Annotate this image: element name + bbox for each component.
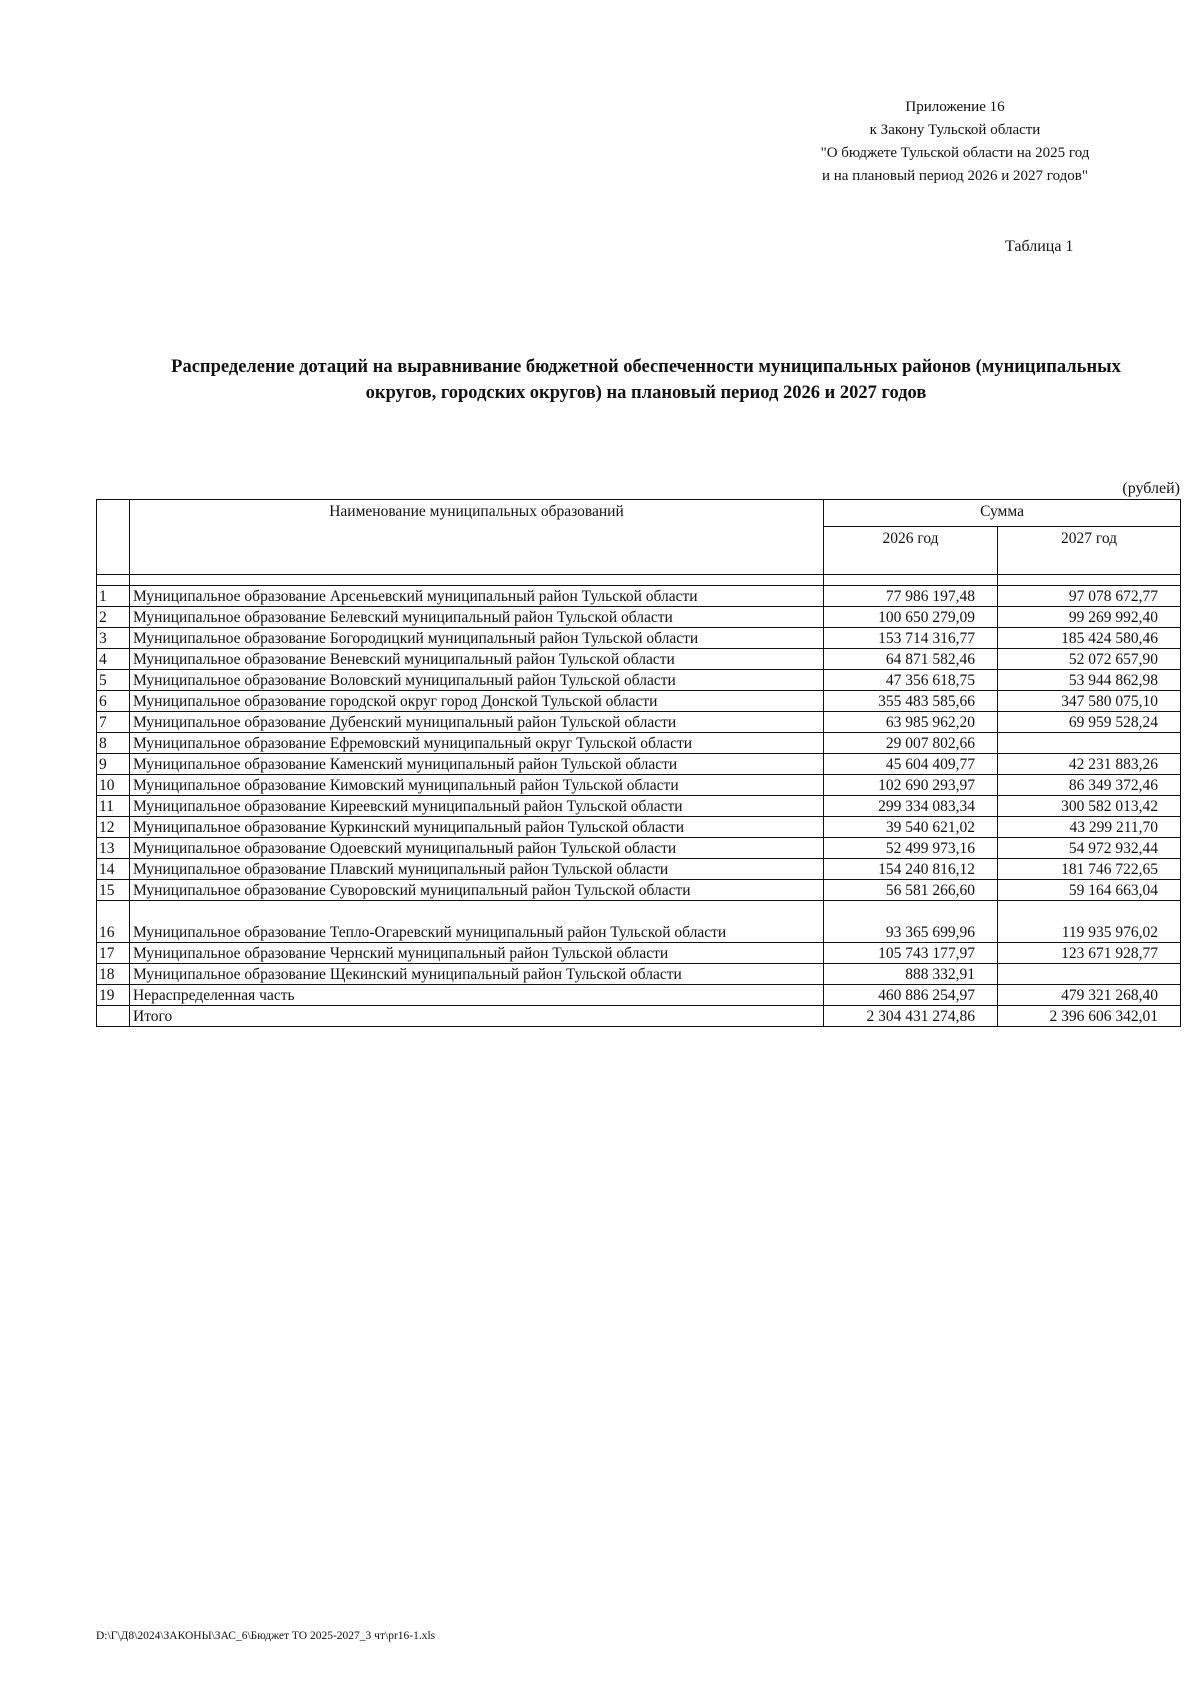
row-amount-2027: 54 972 932,44 — [998, 838, 1181, 859]
appendix-line-2: к Закону Тульской области — [869, 122, 1041, 138]
total-row — [97, 1006, 1181, 1027]
row-amount-2026: 154 240 816,12 — [824, 859, 998, 880]
spacer-cell — [998, 575, 1181, 586]
table-row — [97, 733, 1181, 754]
row-name: Муниципальное образование Веневский муниципальный район Тульской области — [130, 649, 824, 670]
table-body — [97, 575, 1181, 1027]
table-row — [97, 964, 1181, 985]
table-row — [97, 712, 1181, 733]
table-row — [97, 943, 1181, 964]
row-amount-2027: 42 231 883,26 — [998, 754, 1181, 775]
row-amount-2026: 52 499 973,16 — [824, 838, 998, 859]
table-spacer-row — [97, 575, 1181, 586]
header-name: Наименование муниципальных образований — [130, 500, 824, 575]
row-amount-2027: 97 078 672,77 — [998, 586, 1181, 607]
row-amount-2026: 100 650 279,09 — [824, 607, 998, 628]
table-label: Таблица 1 — [1005, 238, 1074, 255]
row-amount-2026: 460 886 254,97 — [824, 985, 998, 1006]
row-amount-2027 — [998, 964, 1181, 985]
row-amount-2026: 93 365 699,96 — [824, 901, 998, 943]
document-title-line-1: Распределение дотаций на выравнивание бюджетной обеспеченности муниципальных районов (муниципальных — [171, 357, 1121, 377]
appendix-header — [780, 96, 1130, 188]
row-name: Муниципальное образование Киреевский муниципальный район Тульской области — [130, 796, 824, 817]
row-name: Муниципальное образование Богородицкий муниципальный район Тульской области — [130, 628, 824, 649]
row-number: 13 — [97, 838, 130, 859]
row-amount-2027: 52 072 657,90 — [998, 649, 1181, 670]
row-amount-2026: 29 007 802,66 — [824, 733, 998, 754]
table-row — [97, 985, 1181, 1006]
total-number — [97, 1006, 130, 1027]
row-name: Муниципальное образование Тепло-Огаревский муниципальный район Тульской области — [130, 901, 824, 943]
row-number: 2 — [97, 607, 130, 628]
row-name: Муниципальное образование Ефремовский муниципальный округ Тульской области — [130, 733, 824, 754]
row-name: Муниципальное образование Кимовский муниципальный район Тульской области — [130, 775, 824, 796]
row-amount-2026: 77 986 197,48 — [824, 586, 998, 607]
row-name: Муниципальное образование Каменский муниципальный район Тульской области — [130, 754, 824, 775]
header-number-cell — [97, 500, 130, 575]
footer-file-path: D:\Г\Д8\2024\ЗАКОНЫ\ЗАС_6\Бюджет ТО 2025-2027_3 чт\pr16-1.xls — [96, 1630, 436, 1642]
row-number: 16 — [97, 901, 130, 943]
row-amount-2027: 185 424 580,46 — [998, 628, 1181, 649]
total-amount-2026: 2 304 431 274,86 — [824, 1006, 998, 1027]
total-amount-2027: 2 396 606 342,01 — [998, 1006, 1181, 1027]
document-title-line-2: округов, городских округов) на плановый период 2026 и 2027 годов — [365, 383, 927, 403]
row-amount-2027: 53 944 862,98 — [998, 670, 1181, 691]
row-number: 1 — [97, 586, 130, 607]
row-name: Нераспределенная часть — [130, 985, 824, 1006]
row-number: 7 — [97, 712, 130, 733]
table-row — [97, 586, 1181, 607]
row-amount-2027: 181 746 722,65 — [998, 859, 1181, 880]
row-name: Муниципальное образование городской округ город Донской Тульской области — [130, 691, 824, 712]
table-row — [97, 838, 1181, 859]
appendix-line-3: "О бюджете Тульской области на 2025 год — [820, 145, 1090, 161]
header-2027: 2027 год — [998, 527, 1181, 575]
table-row — [97, 754, 1181, 775]
spacer-cell — [130, 575, 824, 586]
table-row — [97, 691, 1181, 712]
row-amount-2026: 63 985 962,20 — [824, 712, 998, 733]
row-amount-2026: 153 714 316,77 — [824, 628, 998, 649]
row-amount-2027: 479 321 268,40 — [998, 985, 1181, 1006]
table-row — [97, 607, 1181, 628]
units-label: (рублей) — [1122, 480, 1180, 497]
row-amount-2027 — [998, 733, 1181, 754]
row-number: 5 — [97, 670, 130, 691]
row-amount-2026: 888 332,91 — [824, 964, 998, 985]
row-amount-2026: 299 334 083,34 — [824, 796, 998, 817]
table-row — [97, 670, 1181, 691]
row-amount-2027: 59 164 663,04 — [998, 880, 1181, 901]
header-sum: Сумма — [824, 500, 1181, 527]
row-name: Муниципальное образование Белевский муниципальный район Тульской области — [130, 607, 824, 628]
row-number: 3 — [97, 628, 130, 649]
row-amount-2027: 123 671 928,77 — [998, 943, 1181, 964]
row-name: Муниципальное образование Одоевский муниципальный район Тульской области — [130, 838, 824, 859]
row-number: 18 — [97, 964, 130, 985]
spacer-cell — [97, 575, 130, 586]
row-name: Муниципальное образование Воловский муниципальный район Тульской области — [130, 670, 824, 691]
table-row — [97, 817, 1181, 838]
header-2026: 2026 год — [824, 527, 998, 575]
subsidy-table — [96, 499, 1181, 1027]
appendix-line-4: и на плановый период 2026 и 2027 годов" — [822, 168, 1088, 184]
row-amount-2026: 64 871 582,46 — [824, 649, 998, 670]
row-number: 8 — [97, 733, 130, 754]
row-number: 12 — [97, 817, 130, 838]
row-number: 14 — [97, 859, 130, 880]
row-amount-2027: 119 935 976,02 — [998, 901, 1181, 943]
row-number: 9 — [97, 754, 130, 775]
spacer-cell — [824, 575, 998, 586]
row-amount-2027: 86 349 372,46 — [998, 775, 1181, 796]
row-amount-2026: 56 581 266,60 — [824, 880, 998, 901]
row-amount-2026: 355 483 585,66 — [824, 691, 998, 712]
row-amount-2027: 300 582 013,42 — [998, 796, 1181, 817]
total-label: Итого — [130, 1006, 824, 1027]
row-name: Муниципальное образование Плавский муниципальный район Тульской области — [130, 859, 824, 880]
document-title — [96, 354, 1196, 406]
appendix-line-1: Приложение 16 — [905, 99, 1005, 115]
row-name: Муниципальное образование Щекинский муниципальный район Тульской области — [130, 964, 824, 985]
row-name: Муниципальное образование Чернский муниципальный район Тульской области — [130, 943, 824, 964]
row-amount-2027: 347 580 075,10 — [998, 691, 1181, 712]
row-number: 6 — [97, 691, 130, 712]
table-row — [97, 649, 1181, 670]
row-name: Муниципальное образование Дубенский муниципальный район Тульской области — [130, 712, 824, 733]
row-amount-2027: 69 959 528,24 — [998, 712, 1181, 733]
row-number: 19 — [97, 985, 130, 1006]
row-amount-2026: 47 356 618,75 — [824, 670, 998, 691]
row-name: Муниципальное образование Суворовский муниципальный район Тульской области — [130, 880, 824, 901]
row-amount-2026: 102 690 293,97 — [824, 775, 998, 796]
table-header-row — [97, 500, 1181, 527]
row-name: Муниципальное образование Арсеньевский муниципальный район Тульской области — [130, 586, 824, 607]
table-row — [97, 775, 1181, 796]
row-amount-2026: 39 540 621,02 — [824, 817, 998, 838]
row-number: 15 — [97, 880, 130, 901]
row-amount-2027: 43 299 211,70 — [998, 817, 1181, 838]
table-row — [97, 859, 1181, 880]
row-amount-2026: 105 743 177,97 — [824, 943, 998, 964]
row-amount-2027: 99 269 992,40 — [998, 607, 1181, 628]
table-row — [97, 880, 1181, 901]
row-number: 17 — [97, 943, 130, 964]
row-amount-2026: 45 604 409,77 — [824, 754, 998, 775]
row-number: 4 — [97, 649, 130, 670]
table-row — [97, 628, 1181, 649]
row-name: Муниципальное образование Куркинский муниципальный район Тульской области — [130, 817, 824, 838]
table-row — [97, 796, 1181, 817]
row-number: 11 — [97, 796, 130, 817]
table-row — [97, 901, 1181, 943]
row-number: 10 — [97, 775, 130, 796]
